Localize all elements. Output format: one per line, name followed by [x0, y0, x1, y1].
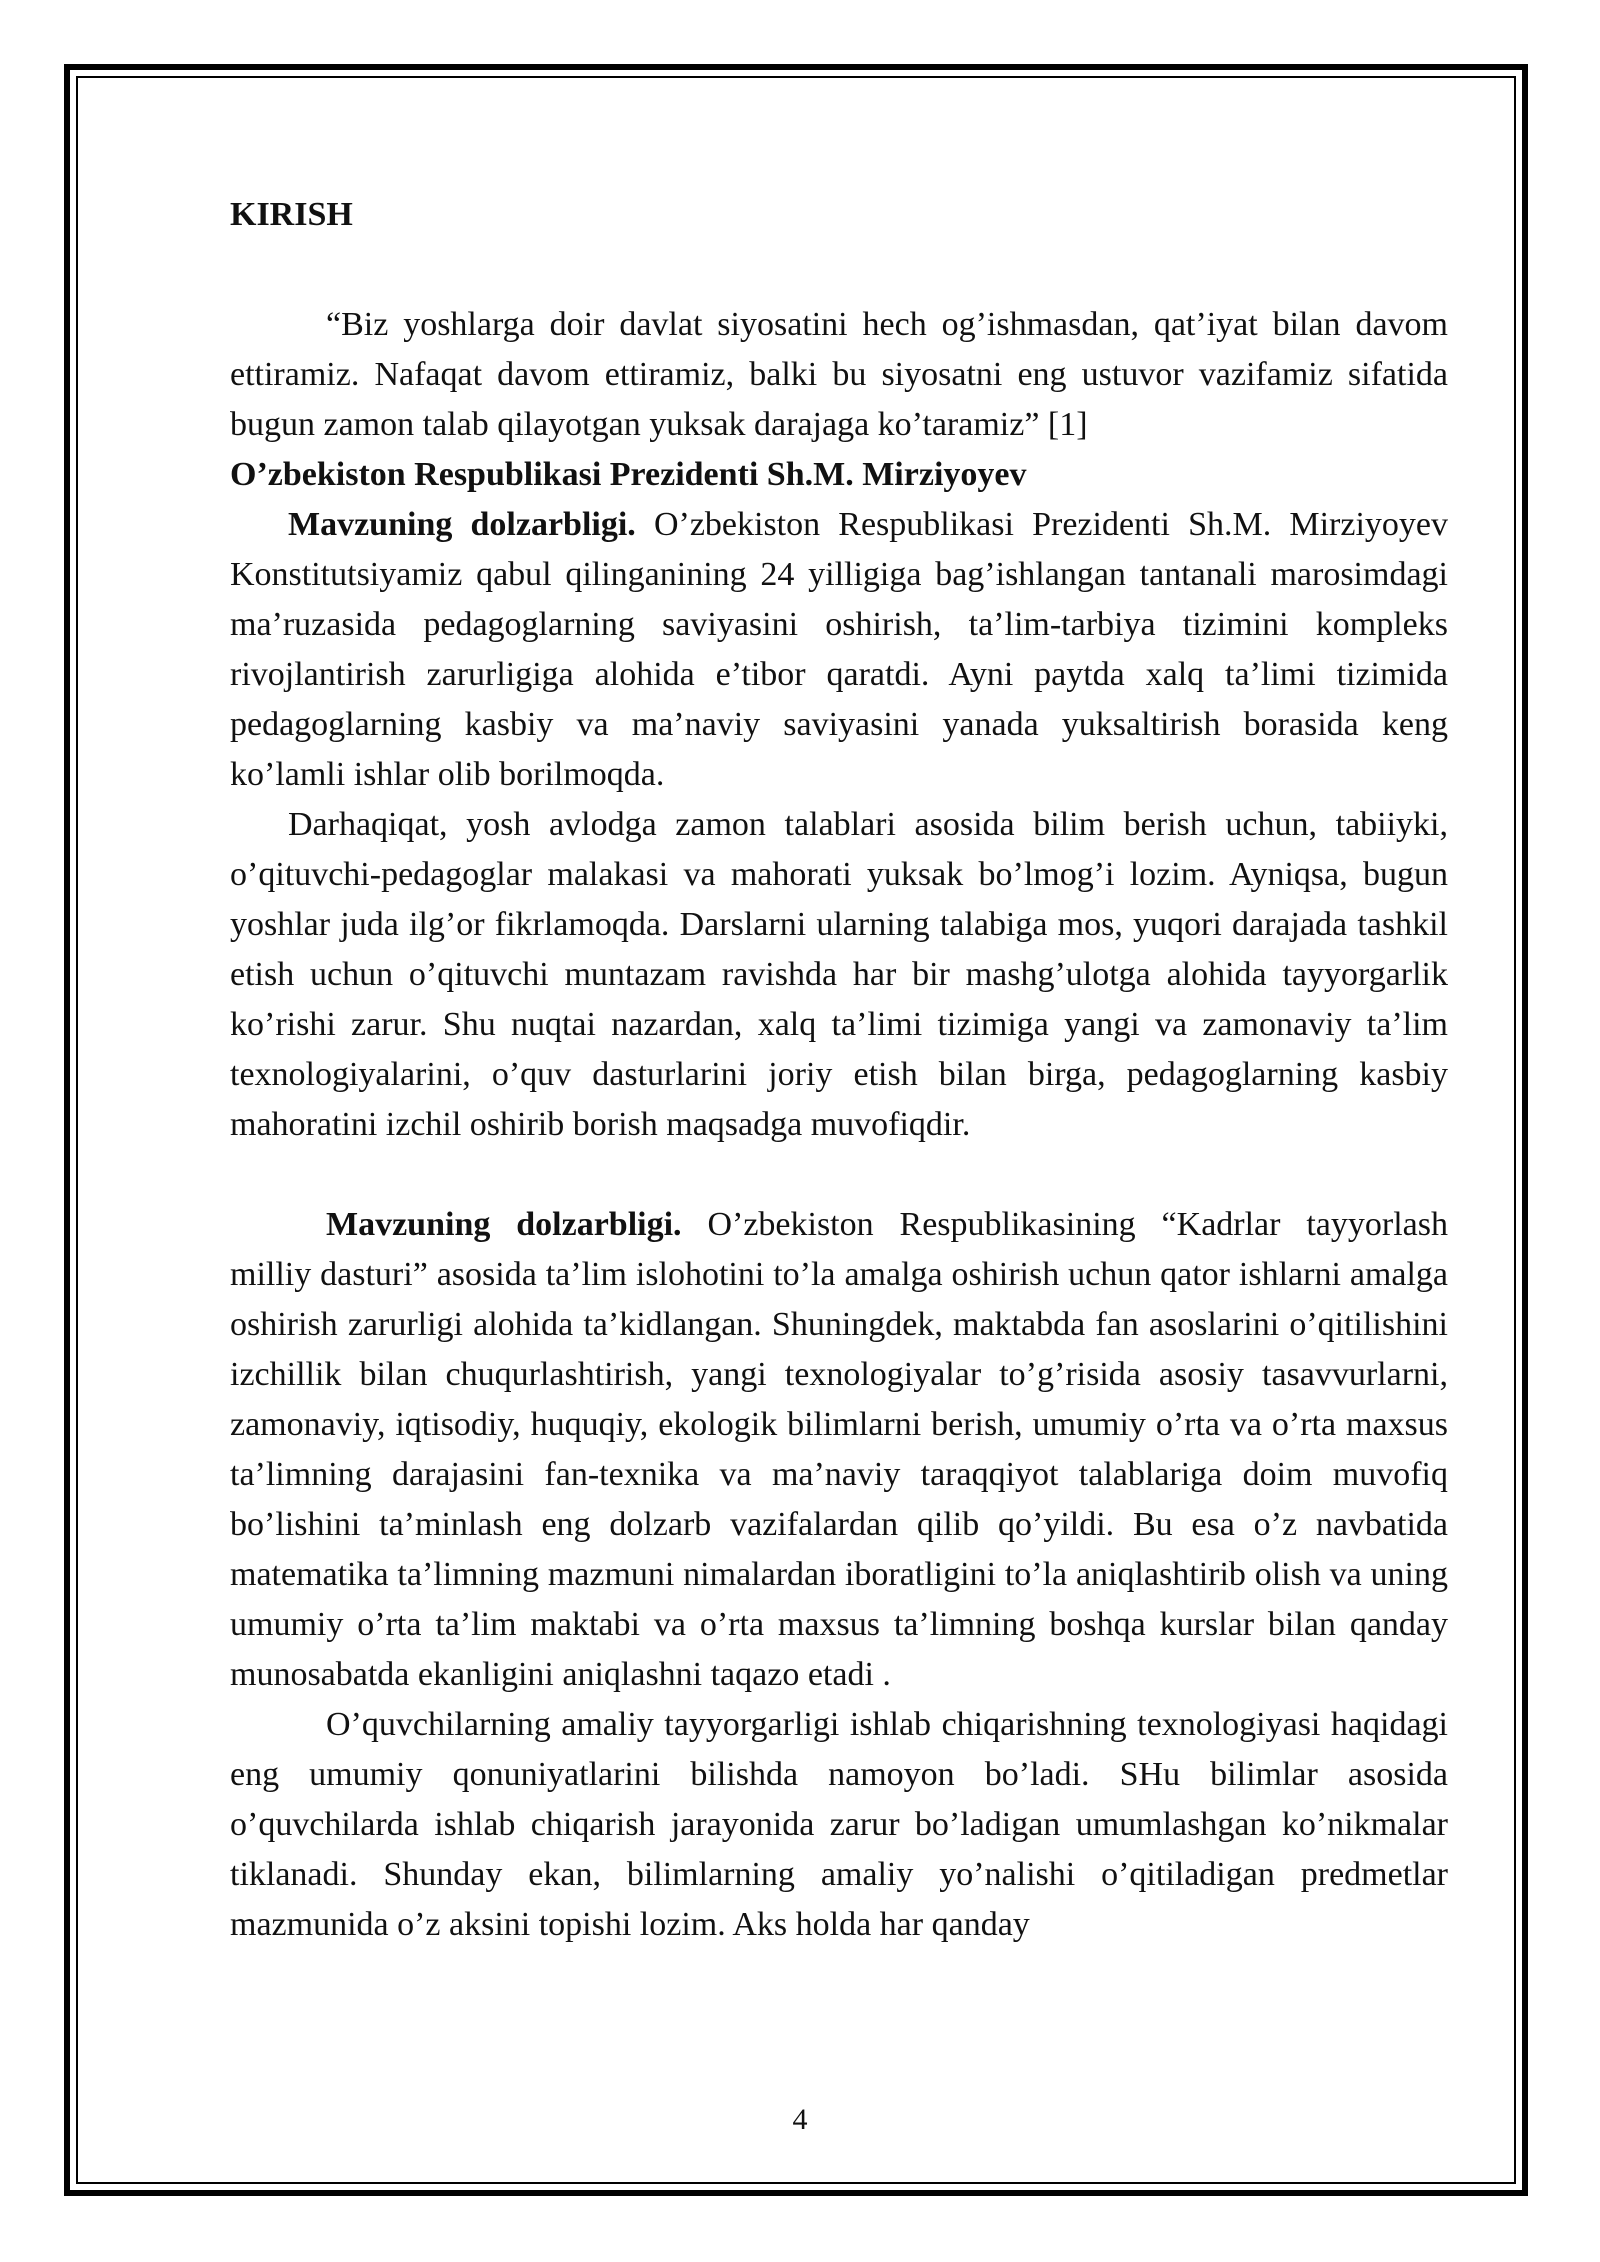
epigraph-quote: “Biz yoshlarga doir davlat siyosatini hech og’ishmasdan, qat’iyat bilan davom ettiramiz. Nafaqat davom ettiramiz, balki bu siyosatni eng ustuvor vazifamiz sifatida bugun zamon talab qilayotgan yuksak darajaga ko’taramiz” [1]: [230, 306, 1448, 443]
section-heading: KIRISH: [230, 196, 353, 233]
paragraph-1-lead: Mavzuning dolzarbligi.: [288, 506, 636, 543]
paragraph-spacer: [230, 1150, 1448, 1200]
paragraph-1-text: O’zbekiston Respublikasi Prezidenti Sh.M. Mirziyoyev Konstitutsiyamiz qabul qilinganining 24 yilligiga bag’ishlangan tantanali marosimdagi ma’ruzasida pedagoglarning saviyasini oshirish, ta’lim-tarbiya tizimini kompleks rivojlantirish zarurligiga alohida e’tibor qaratdi. Ayni paytda xalq ta’limi tizimida pedagoglarning kasbiy va ma’naviy saviyasini yanada yuksaltirish borasida keng ko’lamli ishlar olib borilmoqda.: [230, 506, 1448, 793]
paragraph-3-text: O’zbekiston Respublikasining “Kadrlar tayyorlash milliy dasturi” asosida ta’lim islohotini to’la amalga oshirish uchun qator ishlarni amalga oshirish zarurligi alohida ta’kidlangan. Shuningdek, maktabda fan asoslarini o’qitilishini izchillik bilan chuqurlashtirish, yangi texnologiyalar to’g’risida asosiy tasavvurlarni, zamonaviy, iqtisodiy, huquqiy, ekologik bilimlarni berish, umumiy o’rta va o’rta maxsus ta’limning darajasini fan-texnika va ma’naviy taraqqiyot talablariga doim muvofiq bo’lishini ta’minlash eng dolzarb vazifalardan qilib qo’yildi. Bu esa o’z navbatida matematika ta’limning mazmuni nimalardan iboratligini to’la aniqlashtirib olish va uning umumiy o’rta ta’lim maktabi va o’rta maxsus ta’limning boshqa kurslar bilan qanday munosabatda ekanligini aniqlashni taqazo etadi .: [230, 1206, 1448, 1693]
epigraph-author: [230, 450, 1448, 500]
document-body: [230, 180, 1448, 1950]
paragraph-4: O’quvchilarning amaliy tayyorgarligi ishlab chiqarishning texnologiyasi haqidagi eng umumiy qonuniyatlarini bilishda namoyon bo’ladi. SHu bilimlar asosida o’quvchilarda ishlab chiqarish jarayonida zarur bo’ladigan umumlashgan ko’nikmalar tiklanadi. Shunday ekan, bilimlarning amaliy yo’nalishi o’qitiladigan predmetlar mazmunida o’z aksini topishi lozim. Aks holda har qanday: [230, 1706, 1448, 1943]
paragraph-2: Darhaqiqat, yosh avlodga zamon talablari asosida bilim berish uchun, tabiiyki, o’qituvchi-pedagoglar malakasi va mahorati yuksak bo’lmog’i lozim. Ayniqsa, bugun yoshlar juda ilg’or fikrlamoqda. Darslarni ularning talabiga mos, yuqori darajada tashkil etish uchun o’qituvchi muntazam ravishda har bir mashg’ulotga alohida tayyorgarlik ko’rishi zarur. Shu nuqtai nazardan, xalq ta’limi tizimiga yangi va zamonaviy ta’lim texnologiyalarini, o’quv dasturlarini joriy etish bilan birga, pedagoglarning kasbiy mahoratini izchil oshirib borish maqsadga muvofiqdir.: [230, 806, 1448, 1143]
paragraph-3-lead: Mavzuning dolzarbligi.: [326, 1206, 682, 1243]
paragraph-1: [230, 500, 1448, 800]
epigraph-author-name: O’zbekiston Respublikasi Prezidenti Sh.M. Mirziyoyev: [230, 456, 1027, 493]
page-number: 4: [792, 2103, 808, 2136]
paragraph-3: [230, 1200, 1448, 1700]
